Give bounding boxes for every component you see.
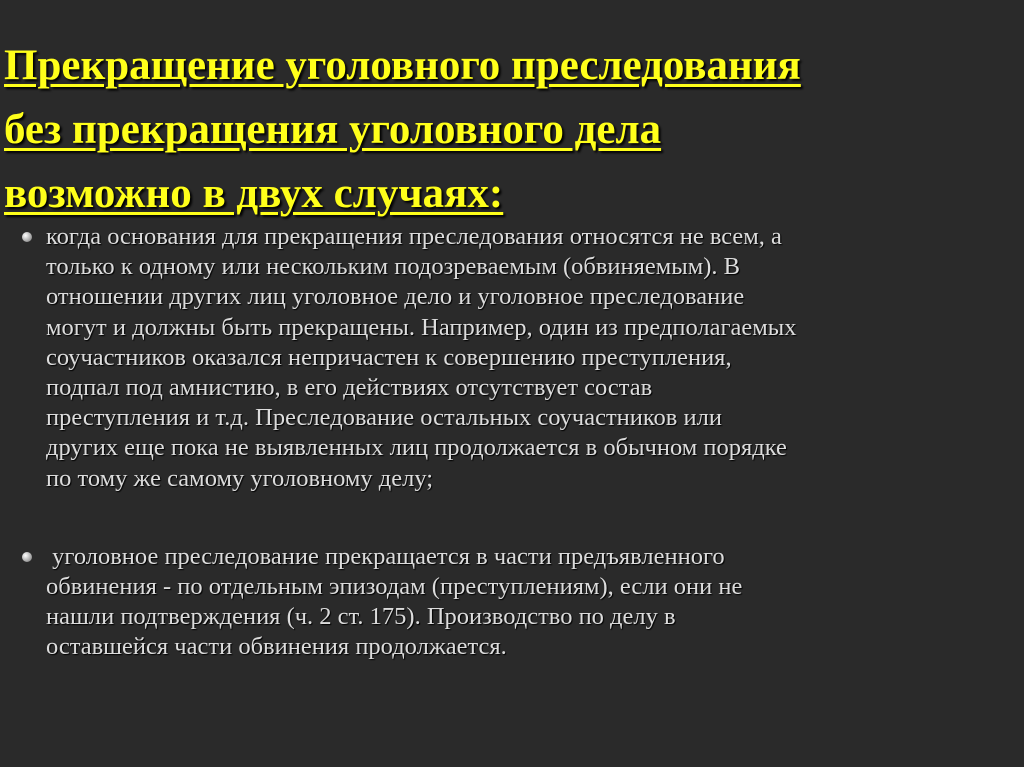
bullet-dot-icon: [22, 552, 32, 562]
bullet-1-line: по тому же самому уголовному делу;: [46, 464, 434, 492]
bullet-2-line: обвинения - по отдельным эпизодам (преступлениям), если они не: [46, 573, 743, 601]
bullet-1-line: соучастников оказался непричастен к совершению преступления,: [46, 343, 732, 371]
bullet-list: [22, 222, 1022, 663]
bullet-2-line: нашли подтверждения (ч. 2 ст. 175). Производство по делу в: [46, 603, 676, 631]
bullet-1-line: отношении других лиц уголовное дело и уголовное преследование: [46, 283, 745, 311]
bullet-1-line: преступления и т.д. Преследование остальных соучастников или: [46, 404, 722, 432]
title-line-2: без прекращения уголовного дела: [4, 106, 662, 153]
bullet-dot-icon: [22, 232, 32, 242]
bullet-2-line: оставшейся части обвинения продолжается.: [46, 633, 507, 661]
bullet-item-2: [22, 542, 1022, 663]
slide-title: [4, 34, 1014, 226]
title-line-3: возможно в двух случаях:: [4, 170, 504, 217]
bullet-1-line: когда основания для прекращения преследования относятся не всем, а: [46, 223, 782, 250]
bullet-1-line: только к одному или нескольким подозреваемым (обвиняемым). В: [46, 253, 741, 281]
title-line-1: Прекращение уголовного преследования: [4, 42, 801, 89]
bullet-1-line: других еще пока не выявленных лиц продолжается в обычном порядке: [46, 434, 787, 462]
bullet-1-line: могут и должны быть прекращены. Например, один из предполагаемых: [46, 313, 797, 341]
bullet-1-line: подпал под амнистию, в его действиях отсутствует состав: [46, 374, 653, 402]
bullet-2-line: уголовное преследование прекращается в части предъявленного: [46, 542, 725, 570]
bullet-item-1: [22, 222, 1022, 494]
